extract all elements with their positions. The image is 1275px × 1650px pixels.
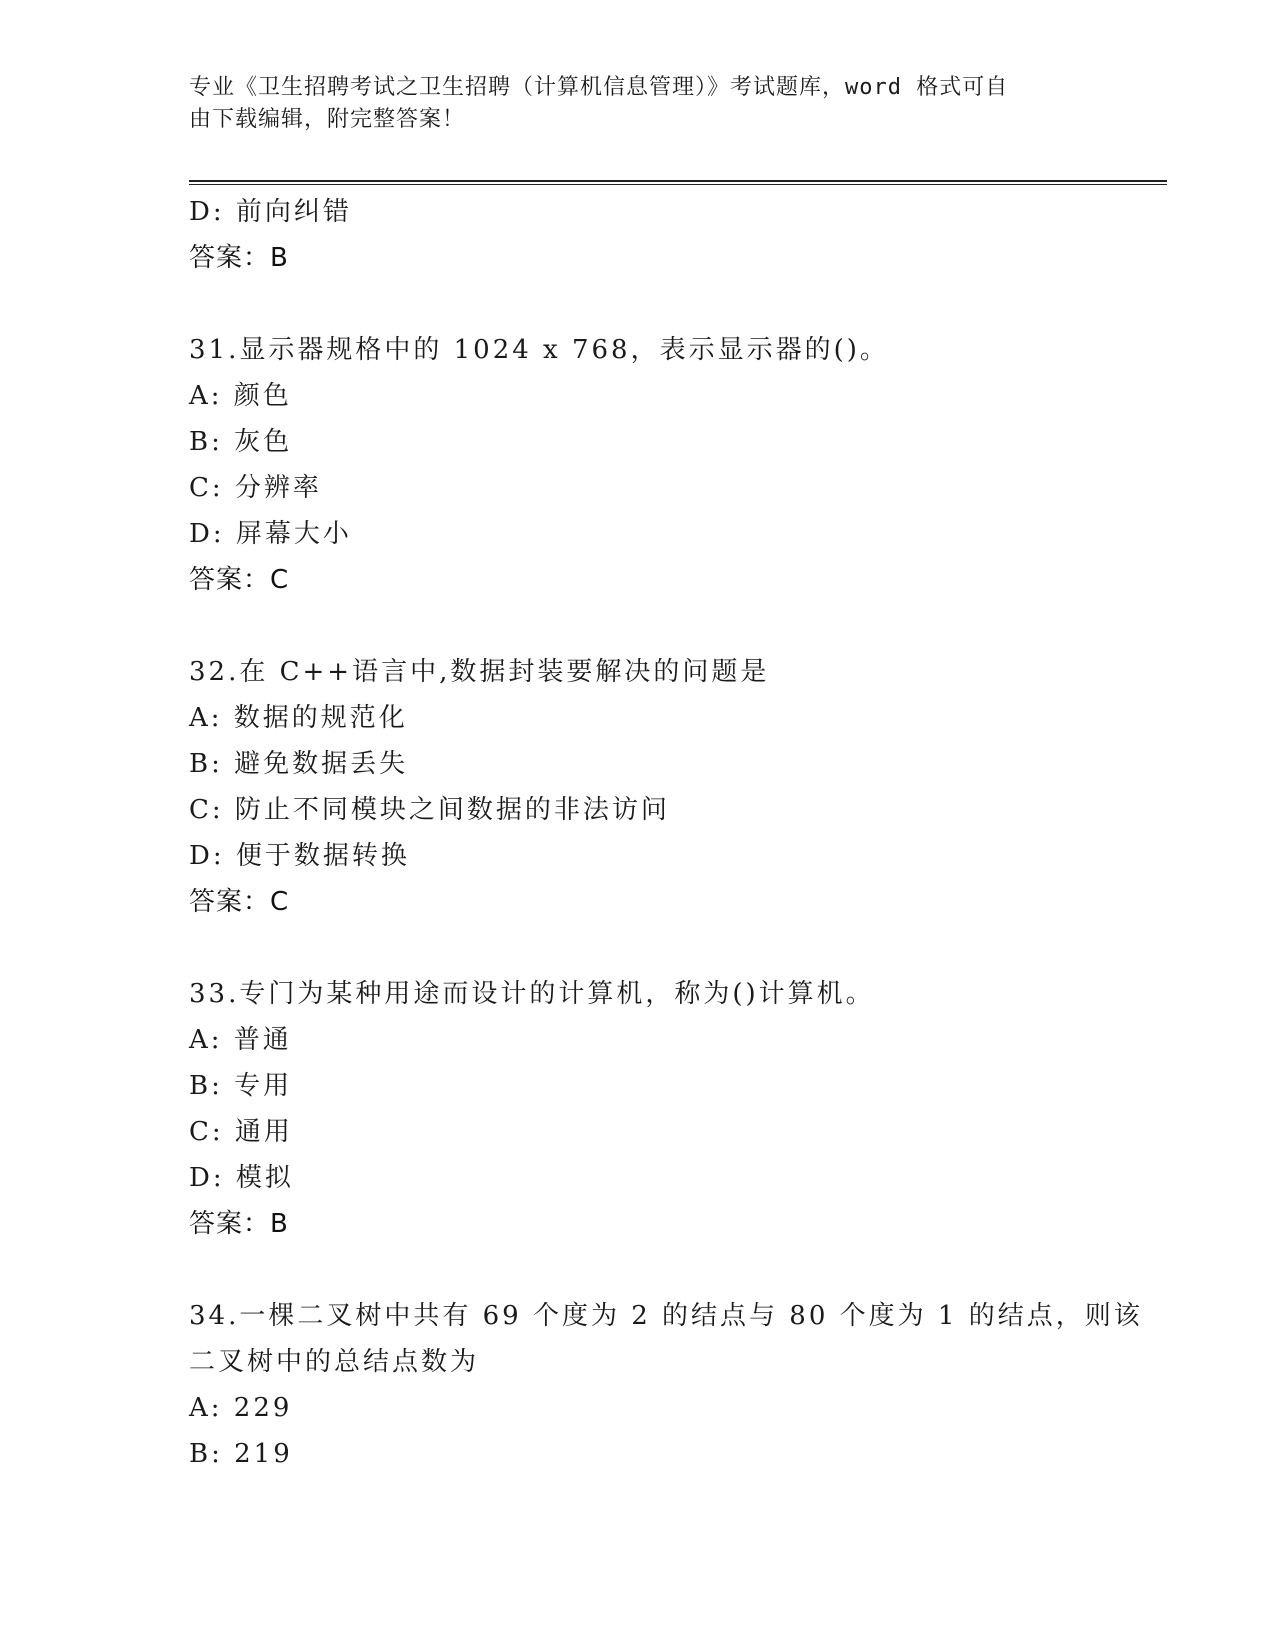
option-b: B: 避免数据丢失 (189, 749, 409, 779)
question-31 (189, 327, 1089, 603)
question-list (189, 189, 1143, 1477)
question-34 (189, 1293, 1143, 1477)
header-divider-thick (189, 180, 1167, 182)
option-d: D: 屏幕大小 (189, 519, 352, 549)
option-a: A: 颜色 (189, 381, 292, 411)
question-33 (189, 971, 1089, 1247)
question-stem-line-2: 二叉树中的总结点数为 (189, 1347, 480, 1377)
option-a: A: 229 (189, 1393, 293, 1423)
header-line-2: 由下载编辑，附完整答案！ (189, 107, 466, 132)
option-d: D: 模拟 (189, 1163, 294, 1193)
option-b: B: 专用 (189, 1071, 293, 1101)
spacer (189, 925, 1089, 971)
header-line-1: 专业《卫生招聘考试之卫生招聘（计算机信息管理）》考试题库，word 格式可自 (189, 75, 1009, 100)
spacer (189, 281, 1089, 327)
answer: 答案：B (189, 1209, 289, 1239)
answer: 答案：C (189, 565, 290, 595)
spacer (189, 603, 1089, 649)
carryover-answer: 答案：B (189, 243, 289, 273)
option-c: C: 通用 (189, 1117, 293, 1147)
carryover-option-d: D: 前向纠错 (189, 197, 352, 227)
option-d: D: 便于数据转换 (189, 841, 410, 871)
option-a: A: 数据的规范化 (189, 703, 408, 733)
question-stem: 31.显示器规格中的 1024 x 768，表示显示器的()。 (189, 335, 889, 365)
header-divider-thin (189, 184, 1167, 185)
option-a: A: 普通 (189, 1025, 292, 1055)
question-stem-line-1: 34.一棵二叉树中共有 69 个度为 2 的结点与 80 个度为 1 的结点，则该 (189, 1301, 1143, 1331)
answer: 答案：C (189, 887, 290, 917)
option-c: C: 分辨率 (189, 473, 322, 503)
option-c: C: 防止不同模块之间数据的非法访问 (189, 795, 670, 825)
document-header (189, 72, 1069, 136)
option-b: B: 灰色 (189, 427, 293, 457)
question-stem: 32.在 C++语言中,数据封装要解决的问题是 (189, 657, 770, 687)
option-b: B: 219 (189, 1439, 293, 1469)
spacer (189, 1247, 1089, 1293)
question-stem: 33.专门为某种用途而设计的计算机，称为()计算机。 (189, 979, 875, 1009)
question-32 (189, 649, 1089, 925)
